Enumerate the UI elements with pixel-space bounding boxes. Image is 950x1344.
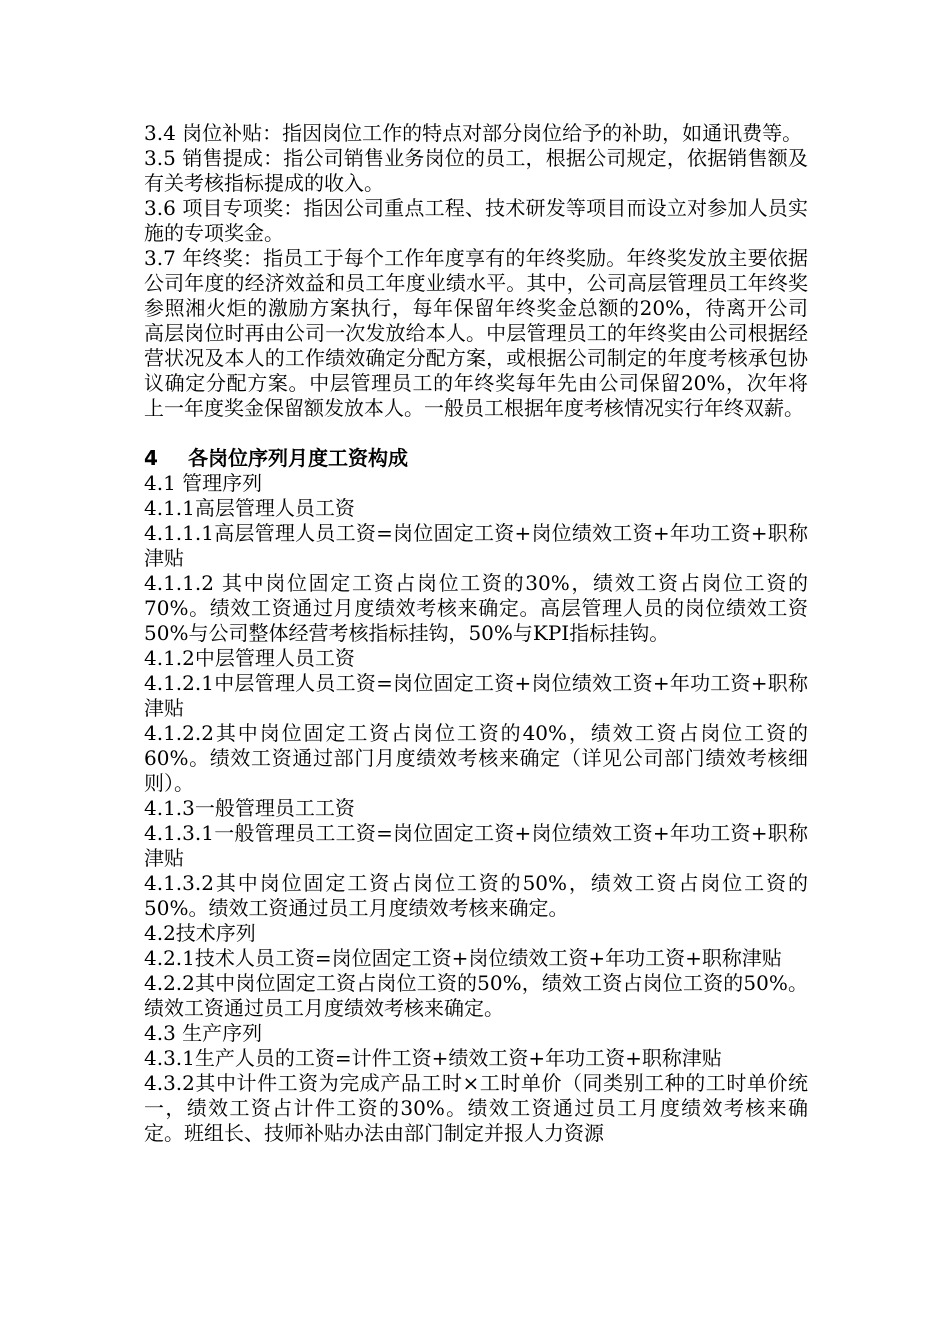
- paragraph-4-3-1: 4.3.1生产人员的工资=计件工资+绩效工资+年功工资+职称津贴: [144, 1046, 722, 1070]
- paragraph-4-1-3: 4.1.3一般管理员工工资: [144, 796, 355, 820]
- document-page: [144, 121, 808, 1146]
- section-4-title: 各岗位序列月度工资构成: [188, 446, 408, 470]
- paragraph-4-2: 4.2技术序列: [144, 921, 256, 945]
- paragraph-4-3: 4.3 生产序列: [144, 1021, 263, 1045]
- paragraph-4-1-1-1: 4.1.1.1高层管理人员工资=岗位固定工资+岗位绩效工资+年功工资+职称津贴: [144, 521, 808, 570]
- paragraph-4-1: 4.1 管理序列: [144, 471, 263, 495]
- paragraph-4-1-1: 4.1.1高层管理人员工资: [144, 496, 355, 520]
- paragraph-3-4: 3.4 岗位补贴：指因岗位工作的特点对部分岗位给予的补助，如通讯费等。: [144, 121, 803, 145]
- section-4-heading: [144, 446, 808, 471]
- section-4-number: 4: [144, 446, 158, 470]
- paragraph-3-7: 3.7 年终奖：指员工于每个工作年度享有的年终奖励。年终奖发放主要依据公司年度的经济效益和员工年度业绩水平。其中，公司高层管理员工年终奖参照湘火炬的激励方案执行，每年保留年终奖金总额的20%，待离开公司高层岗位时再由公司一次发放给本人。中层管理员工的年终奖由公司根据经营状况及本人的工作绩效确定分配方案，或根据公司制定的年度考核承包协议确定分配方案。中层管理员工的年终奖每年先由公司保留20%，次年将上一年度奖金保留额发放本人。一般员工根据年度考核情况实行年终双薪。: [144, 246, 808, 420]
- paragraph-3-6: 3.6 项目专项奖：指因公司重点工程、技术研发等项目而设立对参加人员实施的专项奖金。: [144, 196, 808, 245]
- paragraph-4-1-2-2: 4.1.2.2其中岗位固定工资占岗位工资的40%，绩效工资占岗位工资的60%。绩效工资通过部门月度绩效考核来确定（详见公司部门绩效考核细则）。: [144, 721, 808, 795]
- paragraph-4-2-1: 4.2.1技术人员工资=岗位固定工资+岗位绩效工资+年功工资+职称津贴: [144, 946, 782, 970]
- paragraph-3-5: 3.5 销售提成：指公司销售业务岗位的员工，根据公司规定，依据销售额及有关考核指标提成的收入。: [144, 146, 808, 195]
- paragraph-4-1-1-2: 4.1.1.2 其中岗位固定工资占岗位工资的30%，绩效工资占岗位工资的70%。绩效工资通过月度绩效考核来确定。高层管理人员的岗位绩效工资50%与公司整体经营考核指标挂钩，50%与KPI指标挂钩。: [144, 571, 808, 645]
- paragraph-4-1-2-1: 4.1.2.1中层管理人员工资=岗位固定工资+岗位绩效工资+年功工资+职称津贴: [144, 671, 808, 720]
- section-spacer: [144, 421, 808, 446]
- paragraph-4-3-2: 4.3.2其中计件工资为完成产品工时×工时单价（同类别工种的工时单价统一，绩效工资占计件工资的30%。绩效工资通过员工月度绩效考核来确定。班组长、技师补贴办法由部门制定并报人力资源: [144, 1071, 808, 1145]
- paragraph-4-1-3-1: 4.1.3.1一般管理员工工资=岗位固定工资+岗位绩效工资+年功工资+职称津贴: [144, 821, 808, 870]
- paragraph-4-2-2: 4.2.2其中岗位固定工资占岗位工资的50%，绩效工资占岗位工资的50%。绩效工资通过员工月度绩效考核来确定。: [144, 971, 808, 1020]
- paragraph-4-1-3-2: 4.1.3.2其中岗位固定工资占岗位工资的50%，绩效工资占岗位工资的50%。绩效工资通过员工月度绩效考核来确定。: [144, 871, 808, 920]
- paragraph-4-1-2: 4.1.2中层管理人员工资: [144, 646, 355, 670]
